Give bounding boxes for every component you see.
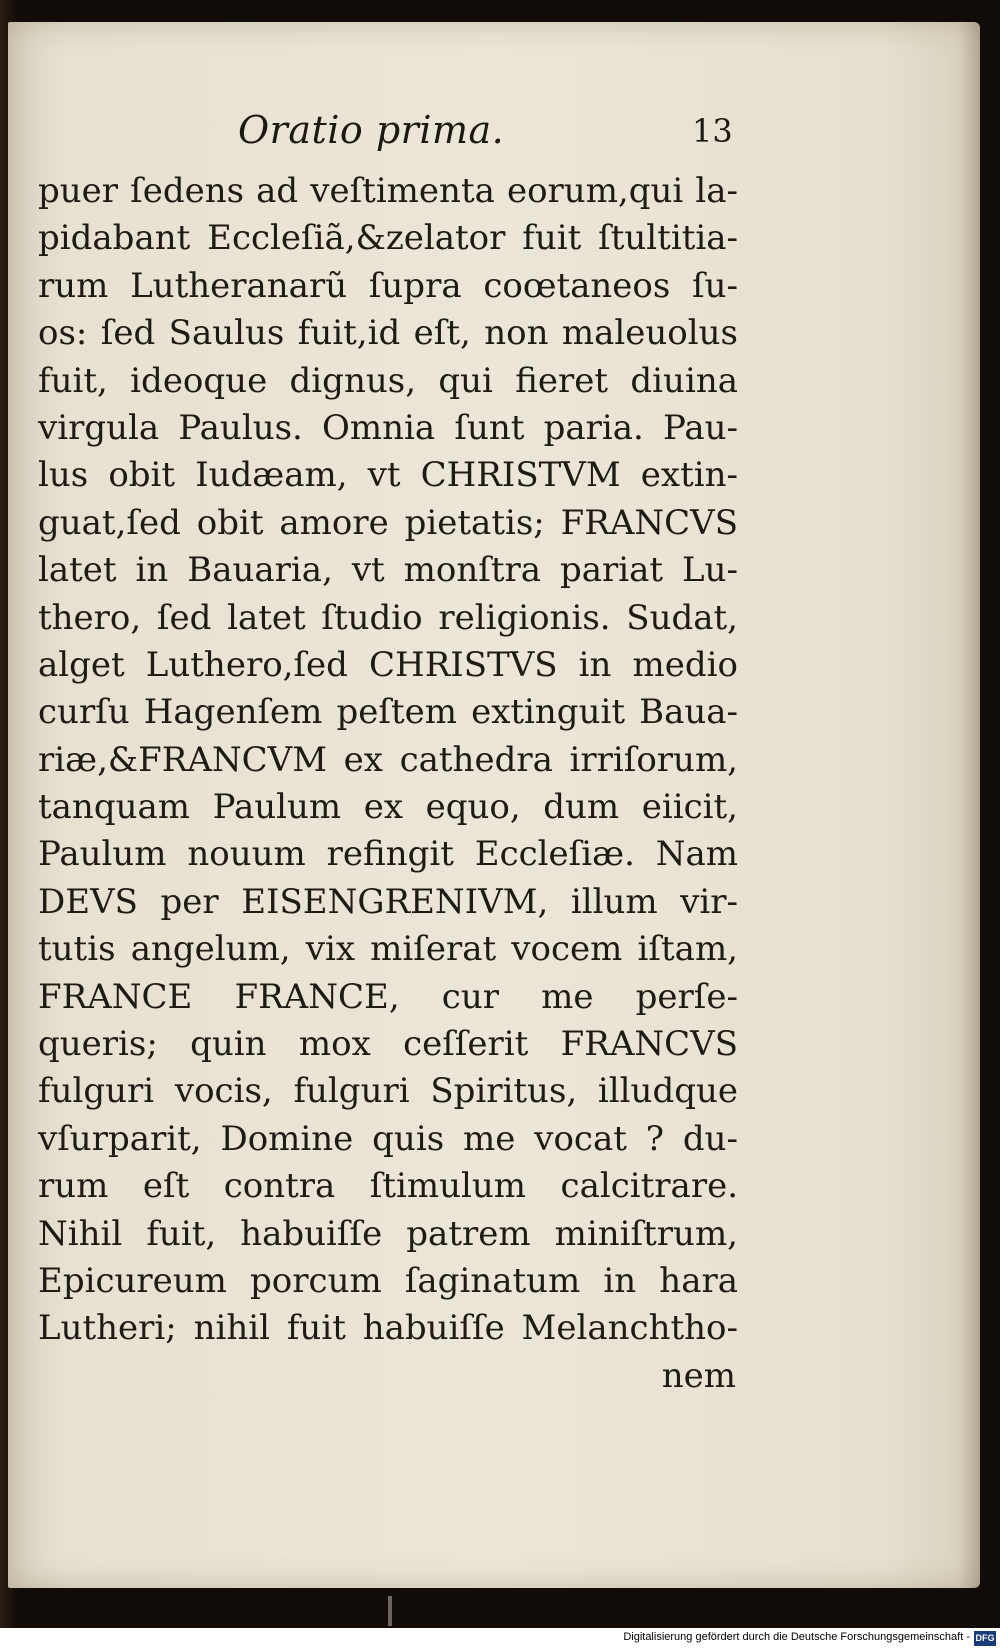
funding-credit: Digitalisierung gefördert durch die Deutsche Forschungsgemeinschaft - [623, 1631, 970, 1643]
text-line: tutis angelum, vix miſerat vocem iſtam, [38, 929, 738, 970]
text-line: pidabant Eccleſiã,&zelator fuit ſtultitia- [38, 218, 738, 259]
text-line: riæ,&FRANCVM ex cathedra irriſorum, [38, 739, 738, 780]
digitization-footer [0, 1628, 1000, 1650]
text-line: Paulum nouum refingit Eccleſiæ. Nam [38, 834, 738, 875]
text-line: alget Luthero,ſed CHRISTVS in medio [38, 644, 738, 685]
text-line: rum eſt contra ſtimulum calcitrare. [38, 1166, 738, 1207]
text-line: fulguri vocis, fulguri Spiritus, illudque [38, 1071, 738, 1112]
text-line: fuit, ideoque dignus, qui fieret diuina [38, 360, 738, 401]
text-line: guat,ſed obit amore pietatis; FRANCVS [38, 502, 738, 543]
text-line: Lutheri; nihil fuit habuiſſe Melanchtho- [38, 1308, 738, 1349]
page-number: 13 [692, 112, 733, 150]
page-edge-shadow [958, 22, 980, 1588]
text-line: puer ſedens ad veſtimenta eorum,qui la- [38, 171, 738, 211]
text-line: virgula Paulus. Omnia ſunt paria. Pau- [38, 407, 738, 448]
text-line: Nihil fuit, habuiſſe patrem miniſtrum, [38, 1213, 738, 1254]
text-line: rum Lutheranarũ ſupra coœtaneos ſu- [38, 265, 738, 306]
running-head [8, 108, 980, 158]
text-line: os: ſed Saulus fuit,id eſt, non maleuolus [38, 313, 738, 354]
binding-thread [388, 1596, 392, 1626]
text-line: DEVS per EISENGRENIVM, illum vir- [38, 881, 738, 922]
running-title: Oratio prima. [238, 108, 505, 152]
body-text [38, 168, 738, 1400]
text-line: Epicureum porcum ſaginatum in hara [38, 1260, 738, 1301]
text-line: FRANCE FRANCE, cur me perſe- [38, 976, 738, 1017]
text-line: thero, ſed latet ſtudio religionis. Sudat, [38, 597, 738, 638]
dfg-logo-icon: DFG [974, 1631, 996, 1646]
book-page [8, 22, 980, 1588]
text-line: vſurparit, Domine quis me vocat ? du- [38, 1118, 738, 1159]
text-line: latet in Bauaria, vt monſtra pariat Lu- [38, 550, 738, 591]
text-line: queris; quin mox ceſſerit FRANCVS [38, 1024, 738, 1065]
text-line: tanquam Paulum ex equo, dum eiicit, [38, 787, 738, 828]
text-line: lus obit Iudæam, vt CHRISTVM extin- [38, 455, 738, 496]
catchword: nem [661, 1355, 736, 1396]
text-line: curſu Hagenſem peſtem extinguit Baua- [38, 692, 738, 733]
